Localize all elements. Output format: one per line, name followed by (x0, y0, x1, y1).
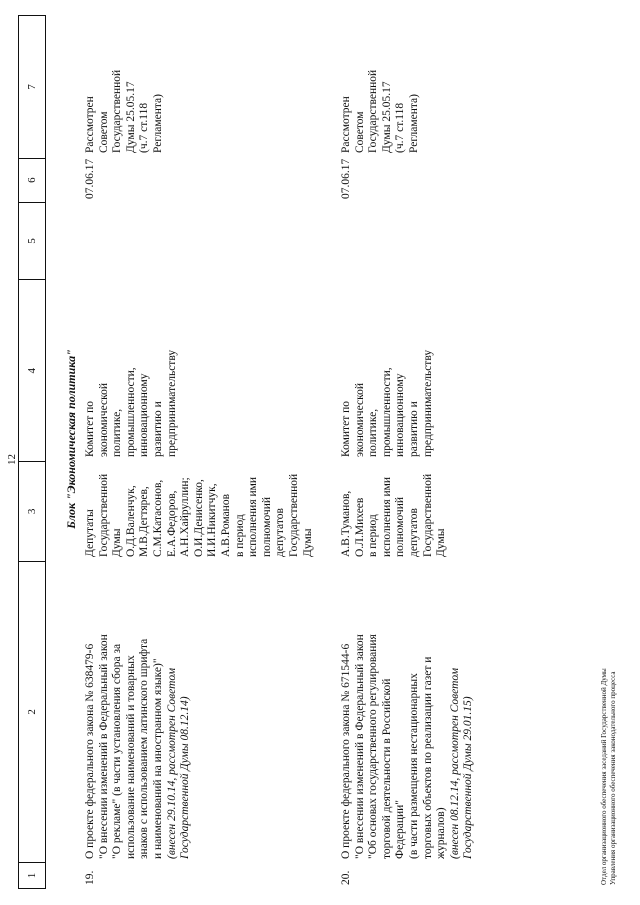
committee-line: развитию и (151, 401, 164, 457)
bill-note-line: (внесен 29.10.14, рассмотрен Советом (165, 667, 178, 859)
status-line: (ч.7 ст.118 (394, 102, 407, 153)
column-header-6: 6 (19, 158, 45, 202)
author-line: Государственной (421, 473, 434, 557)
status-line: Регламента) (151, 94, 164, 153)
author-line: полномочий (260, 497, 273, 557)
bill-title-line: "О рекламе" (в части установления сбора за (111, 643, 124, 859)
committee-line: предпринимательству (421, 349, 434, 457)
section-title: Блок "Экономическая политика" (64, 349, 78, 529)
author-line: Е.А.Федоров, (165, 490, 178, 557)
page-number: 12 (6, 454, 18, 465)
column-header-2: 2 (19, 561, 45, 862)
status-cell (340, 15, 476, 157)
footer-line: Отдел организационного обеспечения заседаний Государственной Думы (600, 668, 608, 885)
bill-title-line: (в части размещения нестационарных (407, 673, 420, 859)
footer (600, 455, 617, 885)
authors-cell (84, 461, 315, 561)
author-line: О.Д.Валенчук, (124, 485, 137, 557)
committee-line: инновационному (138, 373, 151, 457)
bill-note-line: (внесен 08.12.14, рассмотрен Советом (448, 667, 461, 859)
author-line: исполнения ими (380, 476, 393, 557)
footer-line: Управления организационного обеспечения законодательного процесса (608, 671, 617, 885)
bill-title-line: "О внесении изменений в Федеральный закон (97, 634, 110, 859)
column-5-cell (84, 201, 315, 279)
bill-title-cell (340, 561, 476, 863)
bill-title-line: "Об основах государственного регулирования (367, 634, 380, 859)
status-cell (84, 15, 315, 157)
author-line: А.В.Романов (219, 493, 232, 557)
author-line: Государственной (287, 473, 300, 557)
table-row (84, 15, 315, 889)
column-header-3: 3 (19, 461, 45, 561)
bill-title-line: "О внесении изменений в Федеральный закон (353, 634, 366, 859)
author-line: С.М.Катасонов, (151, 479, 164, 557)
bill-title-line: журналов) (435, 807, 448, 859)
committee-cell (84, 279, 315, 461)
column-5-cell (340, 201, 476, 279)
committee-line: экономической (353, 383, 366, 457)
row-number: 20. (340, 870, 352, 885)
status-line: Думы 25.05.17 (380, 81, 393, 153)
author-line: Депутаты (84, 509, 96, 557)
bill-note-line: Государственной Думы 29.01.15) (462, 696, 475, 859)
status-line: Советом (353, 111, 366, 153)
status-line: Рассмотрен (340, 96, 352, 153)
status-line: (ч.7 ст.118 (138, 102, 151, 153)
committee-line: инновационному (394, 373, 407, 457)
author-line: А.В.Туманов, (340, 490, 352, 557)
author-line: И.И.Никитчук, (206, 483, 219, 557)
bill-note-line: Государственной Думы 08.12.14) (179, 696, 192, 859)
committee-line: Комитет по (340, 401, 352, 457)
status-line: Думы 25.05.17 (124, 81, 137, 153)
table-row (340, 15, 476, 889)
author-line: Думы (435, 528, 448, 557)
committee-line: промышленности, (124, 367, 137, 457)
authors-cell (340, 461, 476, 561)
status-line: Рассмотрен (84, 96, 96, 153)
status-line: Государственной (367, 69, 380, 153)
column-header-7: 7 (26, 84, 38, 90)
author-line: Думы (111, 528, 124, 557)
author-line: А.Н.Хайруллин; (179, 477, 192, 557)
column-header-4: 4 (19, 279, 45, 461)
bill-title-line: О проекте федерального закона № 638479-6 (84, 643, 96, 859)
author-line: О.Л.Михеев (353, 497, 366, 557)
committee-line: Комитет по (84, 401, 96, 457)
committee-line: политике, (367, 408, 380, 457)
status-line: Государственной (111, 69, 124, 153)
bill-title-line: торговых объектов по реализации газет и (421, 656, 434, 859)
author-line: депутатов (274, 508, 287, 557)
committee-line: развитию и (407, 401, 420, 457)
bill-title-line: торговой деятельности в Российской (380, 678, 393, 859)
author-line: в период (367, 514, 380, 557)
column-header-5: 5 (19, 202, 45, 280)
committee-cell (340, 279, 476, 461)
bill-title-line: знаков с использованием латинского шрифта (138, 638, 151, 859)
status-line: Советом (97, 111, 110, 153)
column-header-1: 1 (19, 862, 45, 888)
author-line: Думы (301, 528, 314, 557)
bill-title-line: Федерации" (394, 799, 407, 859)
bill-title-line: использование наименований и товарных (124, 655, 137, 859)
date-cell: 07.06.17 (84, 158, 96, 199)
author-line: депутатов (407, 508, 420, 557)
bill-title-line: О проекте федерального закона № 671544-6 (340, 643, 352, 859)
committee-line: предпринимательству (165, 349, 178, 457)
bill-title-cell (84, 561, 315, 863)
table-header (18, 15, 46, 889)
author-line: Государственной (97, 473, 110, 557)
author-line: исполнения ими (247, 476, 260, 557)
author-line: полномочий (394, 497, 407, 557)
committee-line: промышленности, (380, 367, 393, 457)
committee-line: политике, (111, 408, 124, 457)
status-line: Регламента) (407, 94, 420, 153)
date-cell: 07.06.17 (340, 158, 352, 199)
author-line: М.В.Дегтярев, (138, 486, 151, 557)
author-line: О.И.Денисенко, (192, 479, 205, 557)
author-line: в период (233, 514, 246, 557)
row-number: 19. (84, 870, 96, 885)
bill-title-line: и наименований на иностранном языке)" (151, 658, 164, 859)
committee-line: экономической (97, 383, 110, 457)
